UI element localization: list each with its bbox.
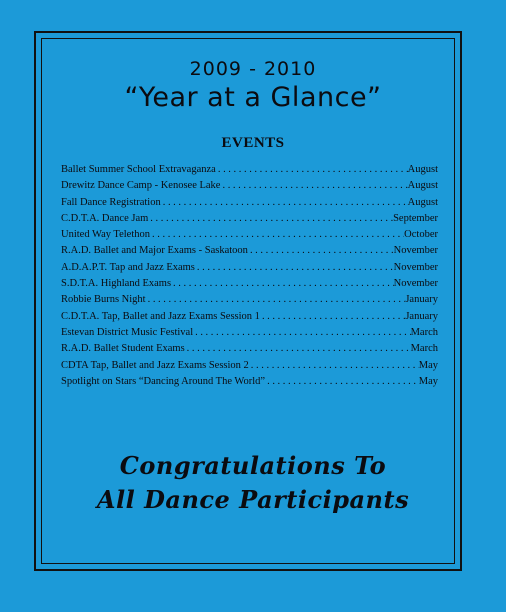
year-range: 2009 - 2010 [189,58,317,80]
event-row [61,292,438,308]
congratulations-line-2: All Dance Participants [96,485,410,514]
event-month: October [404,229,438,241]
event-month: January [405,294,438,306]
event-name: S.D.T.A. Highland Exams [61,278,172,290]
events-list [61,162,438,390]
congratulations-line-1: Congratulations To [119,451,387,480]
event-name: R.A.D. Ballet Student Exams [61,343,185,355]
event-row [61,162,438,178]
event-row [61,276,438,292]
event-row [61,309,438,325]
event-month: November [393,278,438,290]
dot-leader [193,325,410,341]
event-name: CDTA Tap, Ballet and Jazz Exams Session 2 [61,359,249,371]
event-name: Ballet Summer School Extravaganza [61,164,216,175]
dot-leader [220,178,407,194]
event-name: United Way Telethon [61,229,151,241]
event-name: C.D.T.A. Dance Jam [61,212,149,224]
dot-leader [249,358,419,374]
dot-leader [265,374,419,390]
page-title: “Year at a Glance” [124,82,382,113]
event-row [61,325,438,341]
event-row [61,260,438,276]
event-month: May [418,375,438,387]
event-row [61,227,438,243]
dot-leader [148,211,393,227]
event-row [61,211,438,227]
event-row [61,374,438,390]
event-month: August [407,196,438,208]
event-name: A.D.A.P.T. Tap and Jazz Exams [61,261,195,273]
event-month: May [418,359,438,371]
event-name: Estevan District Music Festival [61,326,194,338]
event-month: January [405,310,438,322]
dot-leader [248,243,394,259]
event-name: C.D.T.A. Tap, Ballet and Jazz Exams Session 1 [61,310,260,322]
event-month: November [393,261,438,273]
event-month: November [393,245,438,257]
dot-leader [171,276,394,292]
event-name: Drewitz Dance Camp - Kenosee Lake [61,180,221,192]
dot-leader [185,341,411,357]
event-row [61,178,438,194]
dot-leader [260,309,405,325]
event-month: March [410,326,438,338]
event-name: Robbie Burns Night [61,294,146,306]
dot-leader [195,260,394,276]
event-month: March [410,343,438,355]
dot-leader [161,195,408,211]
event-name: Fall Dance Registration [61,196,161,208]
dot-leader [146,292,406,308]
event-row [61,341,438,357]
event-name: Spotlight on Stars “Dancing Around The World” [61,375,266,387]
dot-leader [216,162,408,178]
event-row [61,358,438,374]
event-month: September [393,212,438,224]
event-row [61,243,438,259]
event-month: August [407,180,438,192]
event-month: August [407,164,438,175]
events-heading: EVENTS [221,135,285,151]
dot-leader [150,227,404,243]
event-name: R.A.D. Ballet and Major Exams - Saskatoon [61,245,248,257]
event-row [61,195,438,211]
